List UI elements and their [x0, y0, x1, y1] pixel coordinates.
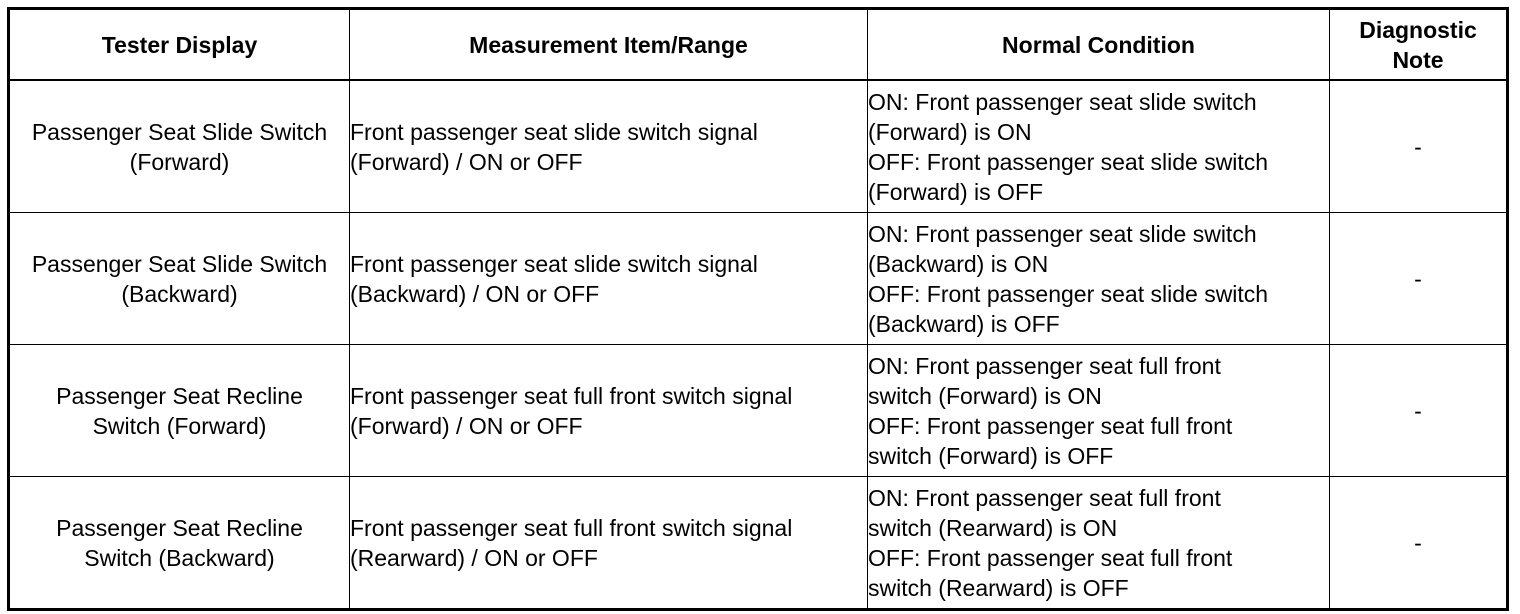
measurement-cell: Front passenger seat full front switch signal (Forward) / ON or OFF	[350, 345, 868, 477]
table-row	[9, 80, 1508, 213]
measurement-cell: Front passenger seat full front switch signal (Rearward) / ON or OFF	[350, 477, 868, 610]
diagnostic-note-cell: -	[1330, 213, 1508, 345]
diagnostic-note-cell: -	[1330, 80, 1508, 213]
header-normal-condition: Normal Condition	[868, 9, 1330, 81]
measurement-cell: Front passenger seat slide switch signal (Forward) / ON or OFF	[350, 80, 868, 213]
header-tester-display: Tester Display	[9, 9, 350, 81]
data-list-table	[7, 7, 1509, 611]
header-diagnostic-note: Diagnostic Note	[1330, 9, 1508, 81]
diagnostic-note-cell: -	[1330, 345, 1508, 477]
tester-display-cell: Passenger Seat Recline Switch (Forward)	[9, 345, 350, 477]
table-row	[9, 345, 1508, 477]
table-row	[9, 213, 1508, 345]
normal-condition-cell: ON: Front passenger seat slide switch (Backward) is ON OFF: Front passenger seat slide switch (Backward) is OFF	[868, 213, 1330, 345]
measurement-cell: Front passenger seat slide switch signal (Backward) / ON or OFF	[350, 213, 868, 345]
header-row	[9, 9, 1508, 81]
diagnostic-note-cell: -	[1330, 477, 1508, 610]
normal-condition-cell: ON: Front passenger seat full front switch (Rearward) is ON OFF: Front passenger seat full front switch (Rearward) is OFF	[868, 477, 1330, 610]
table-row	[9, 477, 1508, 610]
tester-display-cell: Passenger Seat Slide Switch (Backward)	[9, 213, 350, 345]
header-measurement-item: Measurement Item/Range	[350, 9, 868, 81]
tester-display-cell: Passenger Seat Slide Switch (Forward)	[9, 80, 350, 213]
tester-display-cell: Passenger Seat Recline Switch (Backward)	[9, 477, 350, 610]
normal-condition-cell: ON: Front passenger seat slide switch (Forward) is ON OFF: Front passenger seat slide switch (Forward) is OFF	[868, 80, 1330, 213]
normal-condition-cell: ON: Front passenger seat full front switch (Forward) is ON OFF: Front passenger seat full front switch (Forward) is OFF	[868, 345, 1330, 477]
